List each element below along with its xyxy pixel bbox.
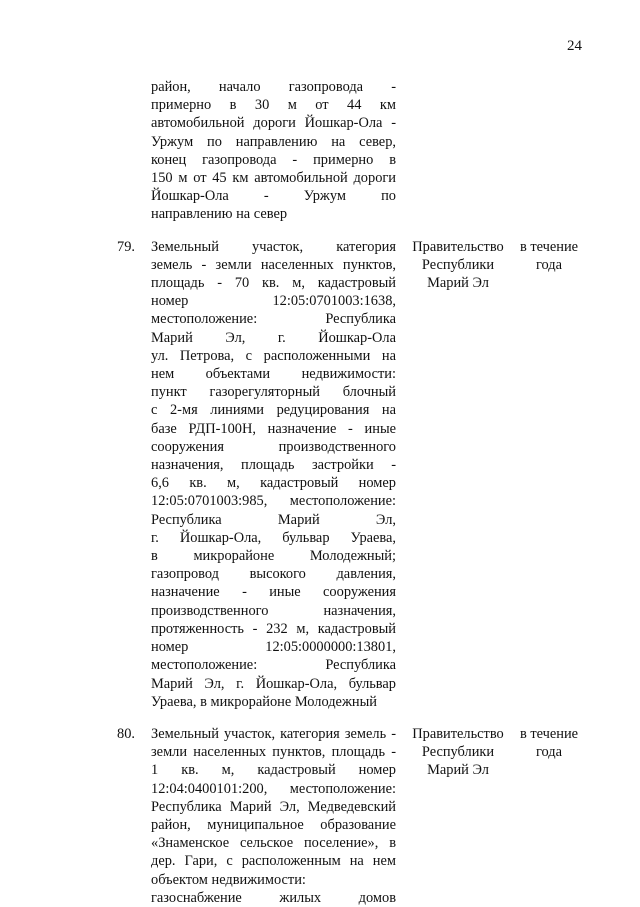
table-row bbox=[0, 238, 640, 711]
desc-line: примерно в 30 м от 44 км bbox=[151, 97, 396, 114]
desc-line: сооружения производственного bbox=[151, 438, 396, 455]
desc-line: г. Йошкар-Ола, бульвар Ураева, bbox=[151, 529, 396, 546]
desc-line: объектом недвижимости: bbox=[151, 871, 306, 888]
desc-line: в микрорайоне Молодежный; bbox=[151, 548, 396, 565]
desc-line: Республика Марий Эл, Медведевский bbox=[151, 798, 396, 815]
desc-line: «Знаменское сельское поселение», в bbox=[151, 835, 396, 852]
item-number: 80. bbox=[117, 725, 135, 742]
desc-line: площадь - 70 кв. м, кадастровый bbox=[151, 275, 396, 292]
desc-line: автомобильной дороги Йошкар-Ола - bbox=[151, 115, 396, 132]
desc-line: протяженность - 232 м, кадастровый bbox=[151, 620, 396, 637]
desc-line: газопровод высокого давления, bbox=[151, 566, 396, 583]
table-row bbox=[0, 725, 640, 907]
authority-line: Республики bbox=[421, 256, 495, 273]
desc-line: базе РДП-100Н, назначение - иные bbox=[151, 420, 396, 437]
continuation-description bbox=[151, 78, 396, 224]
desc-line: Йошкар-Ола - Уржум по bbox=[151, 188, 396, 205]
desc-line: 12:04:0400101:200, местоположение: bbox=[151, 780, 396, 797]
deadline bbox=[512, 725, 586, 761]
desc-line: 150 м от 45 км автомобильной дороги bbox=[151, 170, 396, 187]
desc-line: 12:05:0701003:985, местоположение: bbox=[151, 493, 396, 510]
desc-line: Ураева, в микрорайоне Молодежный bbox=[151, 693, 377, 710]
authority-line: Марий Эл bbox=[427, 762, 489, 779]
deadline bbox=[512, 238, 586, 274]
desc-line: Земельный участок, категория земель - bbox=[151, 725, 396, 742]
desc-line: земли населенных пунктов, площадь - bbox=[151, 744, 396, 761]
responsible-authority bbox=[408, 238, 508, 293]
desc-line: район, муниципальное образование bbox=[151, 816, 396, 833]
responsible-authority bbox=[408, 725, 508, 780]
desc-line: 1 кв. м, кадастровый номер bbox=[151, 762, 396, 779]
continuation-row bbox=[0, 78, 640, 224]
deadline-line: в течение bbox=[519, 725, 579, 742]
authority-line: Правительство bbox=[412, 725, 504, 742]
desc-line: номер 12:05:0000000:13801, bbox=[151, 639, 396, 656]
item-description bbox=[151, 238, 396, 711]
desc-line: конец газопровода - примерно в bbox=[151, 151, 396, 168]
desc-line: местоположение: Республика bbox=[151, 311, 396, 328]
desc-line: газоснабжение жилых домов bbox=[151, 889, 396, 906]
desc-line: пункт газорегуляторный блочный bbox=[151, 384, 396, 401]
authority-line: Марий Эл bbox=[427, 275, 489, 292]
desc-line: Уржум по направлению на север, bbox=[151, 133, 396, 150]
desc-line: производственного назначения, bbox=[151, 602, 396, 619]
desc-line: район, начало газопровода - bbox=[151, 79, 396, 95]
desc-line: Марий Эл, г. Йошкар-Ола bbox=[151, 329, 396, 346]
desc-line: назначение - иные сооружения bbox=[151, 584, 396, 601]
desc-line: земель - земли населенных пунктов, bbox=[151, 256, 396, 273]
page-number: 24 bbox=[567, 38, 582, 54]
table-content bbox=[0, 78, 640, 907]
desc-line: 6,6 кв. м, кадастровый номер bbox=[151, 475, 396, 492]
desc-line: номер 12:05:0701003:1638, bbox=[151, 293, 396, 310]
authority-line: Правительство bbox=[412, 238, 504, 255]
deadline-line: года bbox=[535, 744, 563, 761]
desc-line: направлению на север bbox=[151, 206, 288, 223]
deadline-line: в течение bbox=[519, 238, 579, 255]
desc-line: нем объектами недвижимости: bbox=[151, 366, 396, 383]
desc-line: назначения, площадь застройки - bbox=[151, 457, 396, 474]
deadline-line: года bbox=[535, 256, 563, 273]
desc-line: ул. Петрова, с расположенными на bbox=[151, 347, 396, 364]
desc-line: Республика Марий Эл, bbox=[151, 511, 396, 528]
desc-line: Земельный участок, категория bbox=[151, 238, 396, 255]
desc-line: с 2-мя линиями редуцирования на bbox=[151, 402, 396, 419]
item-description bbox=[151, 725, 396, 907]
desc-line: дер. Гари, с расположенным на нем bbox=[151, 853, 396, 870]
desc-line: Марий Эл, г. Йошкар-Ола, бульвар bbox=[151, 675, 396, 692]
authority-line: Республики bbox=[421, 744, 495, 761]
item-number: 79. bbox=[117, 238, 135, 255]
desc-line: местоположение: Республика bbox=[151, 657, 396, 674]
